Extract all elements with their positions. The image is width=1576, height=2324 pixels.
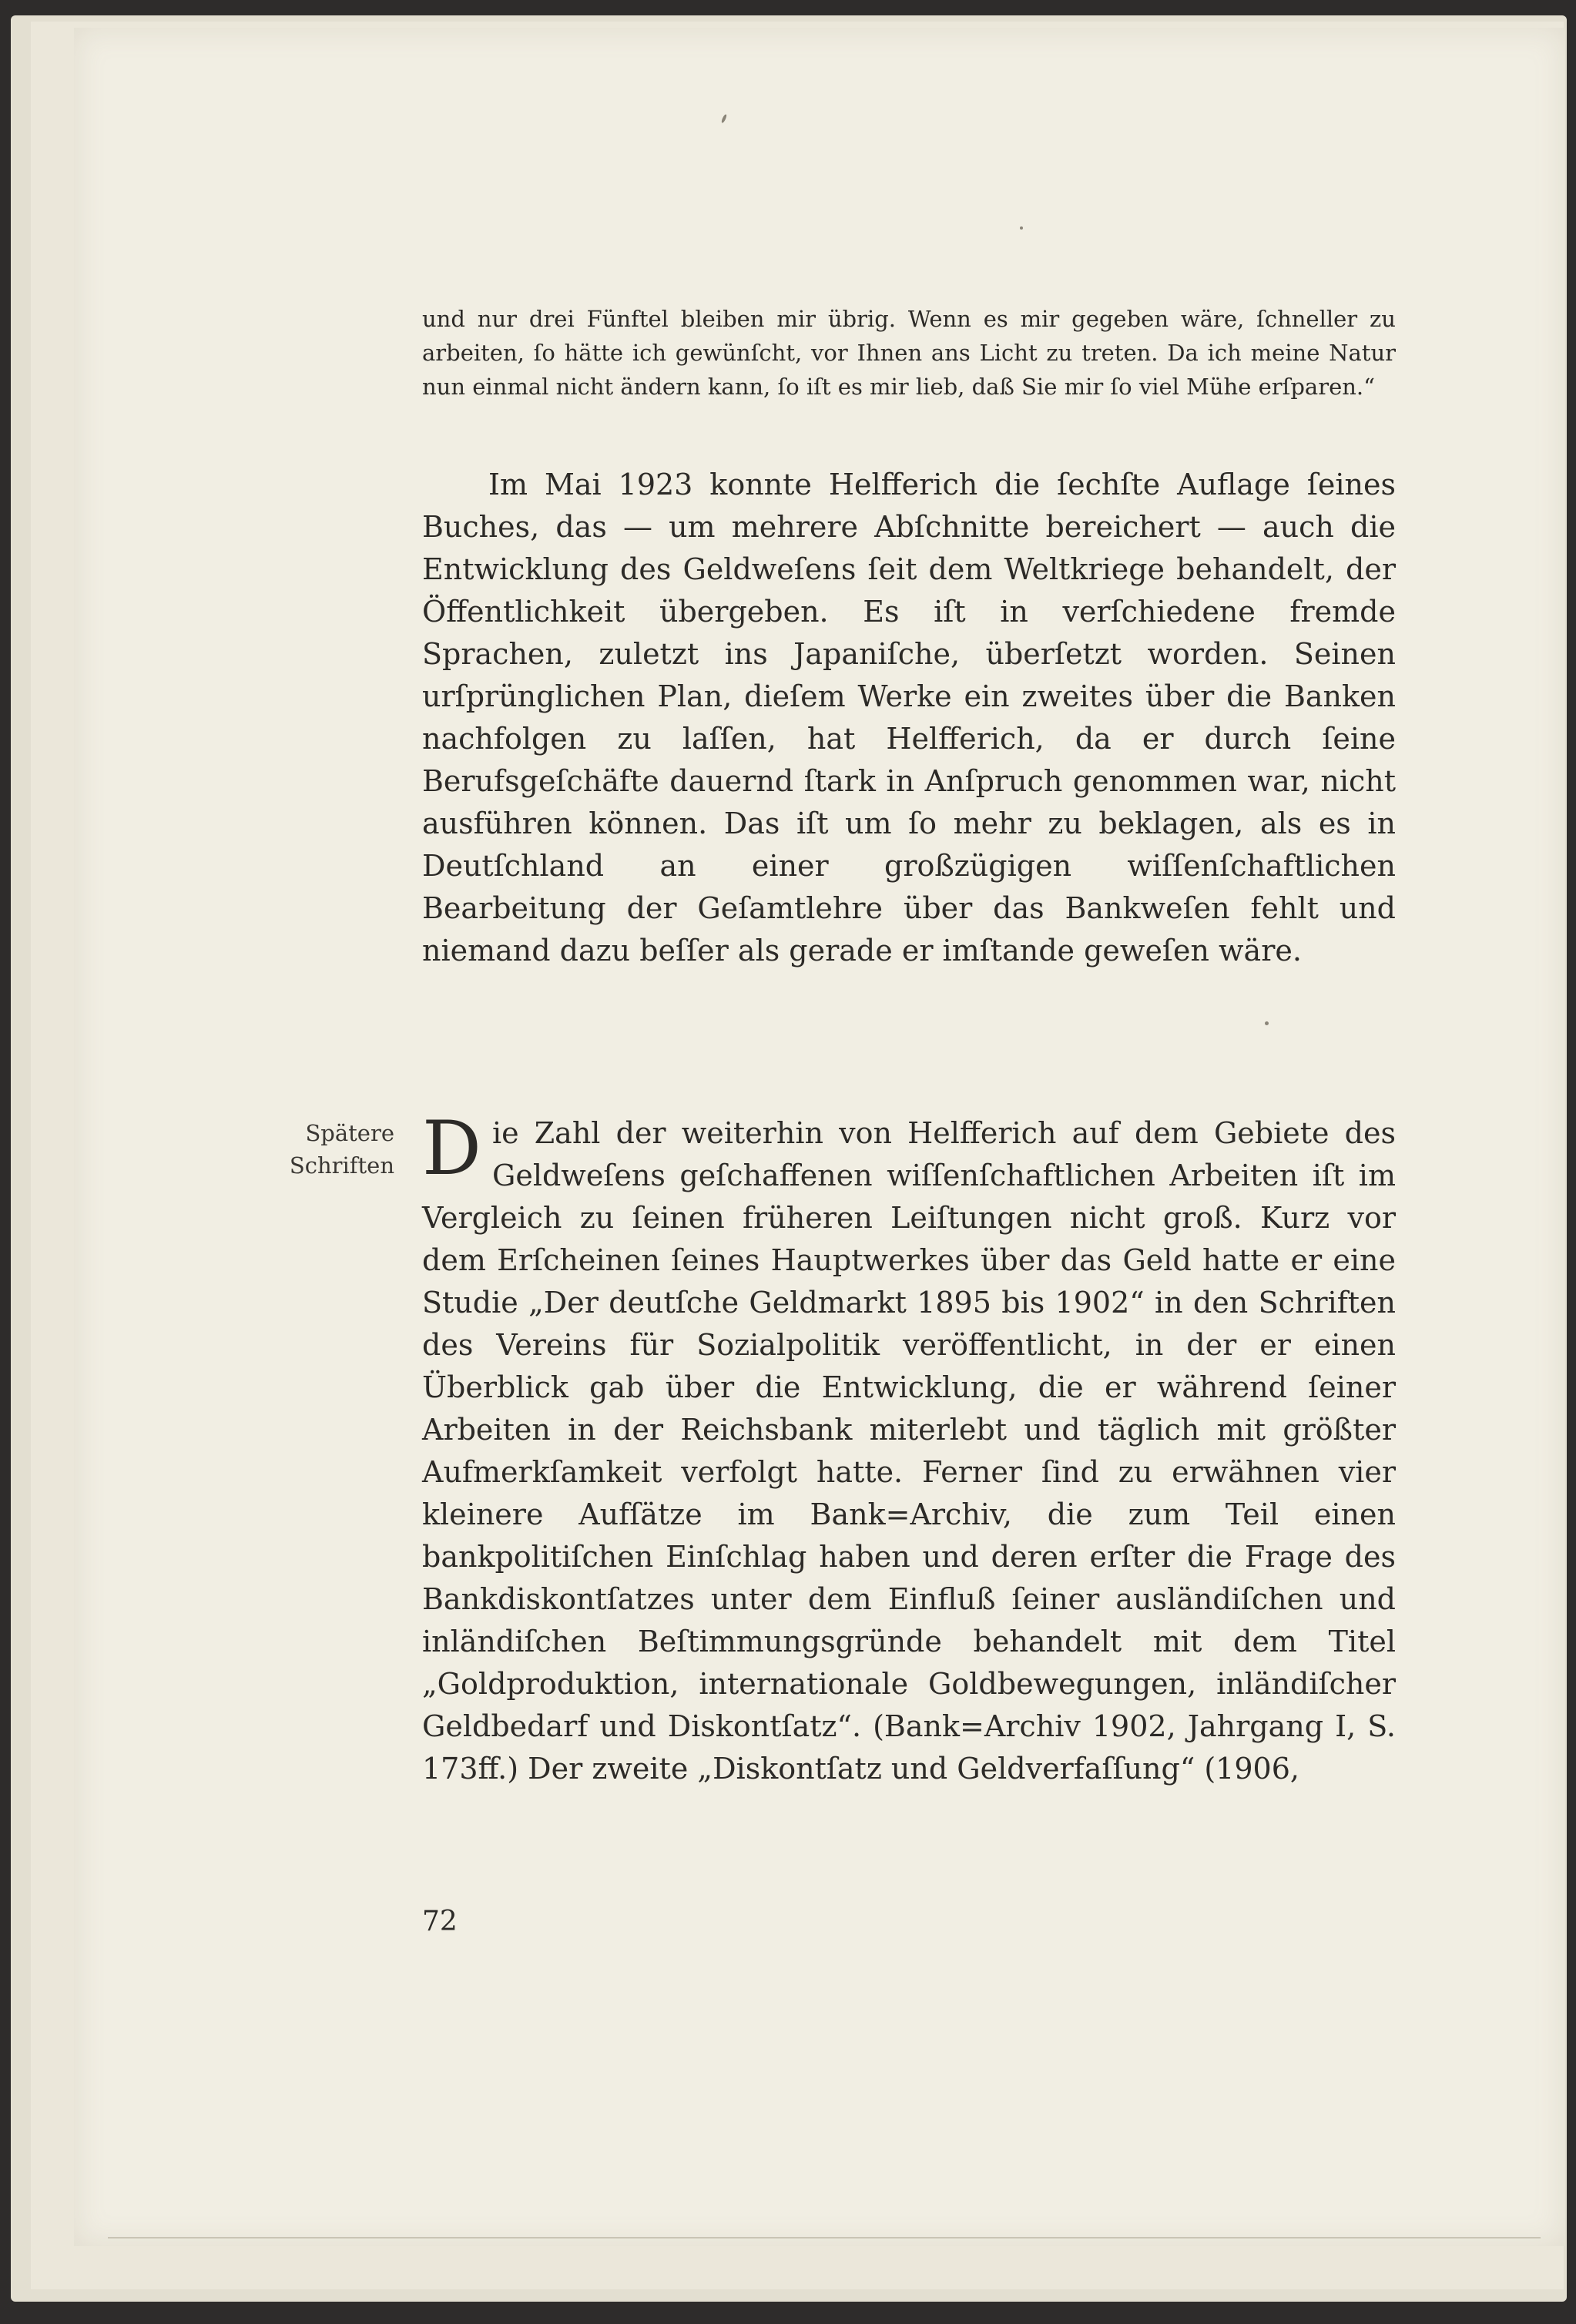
paragraph-sixth-edition: Im Mai 1923 konnte Helfferich die ſechſte Auflage ſeines Buches, das — um mehrere Abſchnitte bereichert — auch die Entwicklung des Geldweſens ſeit dem Weltkriege behandelt, der Öffentlichkeit übergeben. Es iſt in verſchiedene fremde Sprachen, zuletzt ins Japaniſche, überſetzt worden. Seinen urſprünglichen Plan, dieſem Werke ein zweites über die Banken nachfolgen zu laſſen, hat Helfferich, da er durch ſeine Berufsgeſchäfte dauernd ſtark in Anſpruch genommen war, nicht ausführen können. Das iſt um ſo mehr zu beklagen, als es in Deutſchland an einer großzügigen wiſſenſchaftlichen Bearbeitung der Geſamtlehre über das Bankweſen fehlt und niemand dazu beſſer als gerade er imſtande geweſen wäre. [422, 468, 1396, 967]
paper-speck [1020, 226, 1023, 230]
margin-note [271, 1117, 394, 1182]
margin-note-line-1: Spätere [305, 1120, 394, 1146]
page-number: 72 [422, 1906, 458, 1937]
margin-note-line-2: Schriften [289, 1152, 394, 1179]
paragraph-later-writings-body: ie Zahl der weiterhin von Helfferich auf dem Gebiete des Geldweſens geſchaffenen wiſſenſchaftlichen Arbeiten iſt im Vergleich zu ſeinen früheren Leiſtungen nicht groß. Kurz vor dem Erſcheinen ſeines Hauptwerkes über das Geld hatte er eine Studie „Der deutſche Geldmarkt 1895 bis 1902“ in den Schriften des Vereins für Sozialpolitik veröffentlicht, in der er einen Überblick gab über die Entwicklung, die er während ſeiner Arbeiten in der Reichsbank miterlebt und täglich mit größter Aufmerkſamkeit verfolgt hatte. Ferner ſind zu erwähnen vier kleinere Aufſätze im Bank=Archiv, die zum Teil einen bankpolitiſchen Einſchlag haben und deren erſter die Frage des Bankdiskontſatzes unter dem Einfluß ſeiner ausländiſchen und inländiſchen Beſtimmungsgründe behandelt mit dem Titel „Goldproduktion, internationale Goldbewegungen, inländiſcher Geldbedarf und Diskontſatz“. (Bank=Archiv 1902, Jahrgang I, S. 173ff.) Der zweite „Diskontſatz und Geldverfaſſung“ (1906, [422, 1116, 1396, 1786]
paragraph-later-writings [422, 1105, 1396, 1790]
drop-cap: D [422, 1105, 481, 1192]
paper-speck [1265, 1021, 1269, 1025]
quotation-text: und nur drei Fünftel bleiben mir übrig. Wenn es mir gegeben wäre, ſchneller zu arbeiten, ſo hätte ich gewünſcht, vor Ihnen ans Licht zu treten. Da ich meine Natur nun einmal nicht ändern kann, ſo iſt es mir lieb, daß Sie mir ſo viel Mühe erſparen.“ [422, 306, 1396, 400]
page-border-line [108, 2237, 1541, 2238]
